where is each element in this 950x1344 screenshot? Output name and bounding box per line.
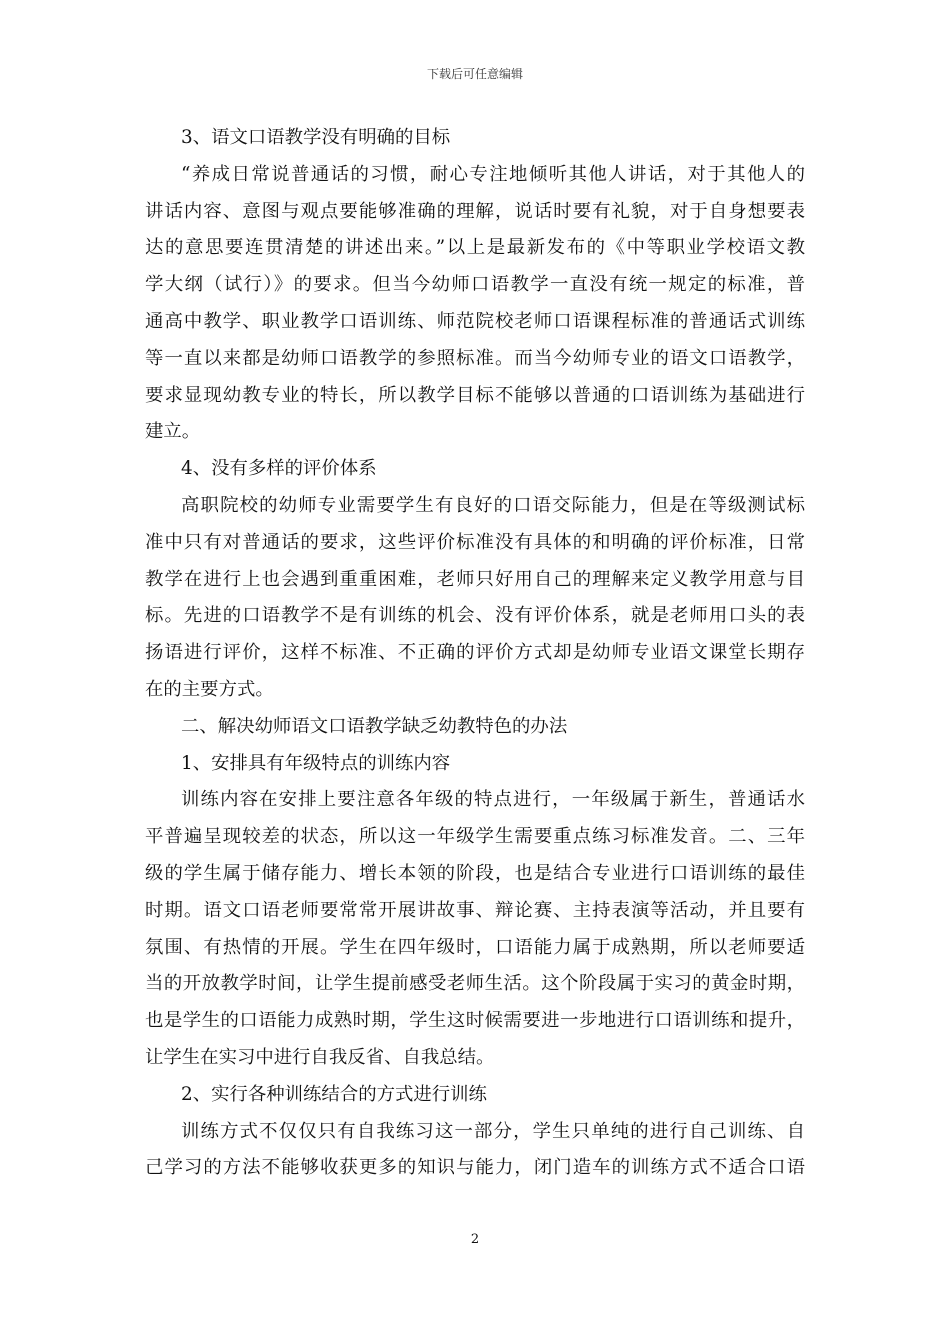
text-line: 4、没有多样的评价体系: [181, 458, 377, 480]
text-line: 也是学生的口语能力成熟时期，学生这时候需要进一步地进行口语训练和提升，: [145, 1010, 805, 1032]
text-line: “养成日常说普通话的习惯，耐心专注地倾听其他人讲话，对于其他人的: [181, 163, 805, 185]
text-line: 达的意思要连贯清楚的讲述出来。”以上是最新发布的《中等职业学校语文教: [145, 237, 805, 259]
text-line: 氛围、有热情的开展。学生在四年级时，口语能力属于成熟期，所以老师要适: [145, 936, 805, 958]
text-line: 要求显现幼教专业的特长，所以教学目标不能够以普通的口语训练为基础进行: [145, 384, 805, 406]
text-line: 在的主要方式。: [145, 678, 274, 700]
text-line: 准中只有对普通话的要求，这些评价标准没有具体的和明确的评价标准，日常: [145, 531, 805, 553]
text-line: 标。先进的口语教学不是有训练的机会、没有评价体系，就是老师用口头的表: [145, 605, 805, 627]
text-line: 教学在进行上也会遇到重重困难，老师只好用自己的理解来定义教学用意与目: [145, 568, 805, 590]
text-line: 等一直以来都是幼师口语教学的参照标准。而当今幼师专业的语文口语教学，: [145, 347, 805, 369]
text-line: 平普遍呈现较差的状态，所以这一年级学生需要重点练习标准发音。二、三年: [145, 826, 805, 848]
text-line: 当的开放教学时间，让学生提前感受老师生活。这个阶段属于实习的黄金时期，: [145, 973, 805, 995]
text-line: 二、解决幼师语文口语教学缺乏幼教特色的办法: [181, 715, 568, 737]
text-line: 训练内容在安排上要注意各年级的特点进行，一年级属于新生，普通话水: [181, 789, 805, 811]
text-line: 训练方式不仅仅只有自我练习这一部分，学生只单纯的进行自己训练、自: [181, 1120, 805, 1142]
text-line: 让学生在实习中进行自我反省、自我总结。: [145, 1046, 495, 1068]
text-line: 扬语进行评价，这样不标准、不正确的评价方式却是幼师专业语文课堂长期存: [145, 642, 805, 664]
page-header: 下载后可任意编辑: [426, 67, 523, 81]
text-line: 通高中教学、职业教学口语训练、师范院校老师口语课程标准的普通话式训练: [145, 310, 805, 332]
text-line: 讲话内容、意图与观点要能够准确的理解，说话时要有礼貌，对于自身想要表: [145, 200, 805, 222]
text-line: 己学习的方法不能够收获更多的知识与能力，闭门造车的训练方式不适合口语: [145, 1157, 805, 1179]
document-body: [145, 120, 805, 1187]
text-line: 级的学生属于储存能力、增长本领的阶段，也是结合专业进行口语训练的最佳: [145, 862, 805, 884]
text-line: 高职院校的幼师专业需要学生有良好的口语交际能力，但是在等级测试标: [181, 494, 805, 516]
text-line: 时期。语文口语老师要常常开展讲故事、辩论赛、主持表演等活动，并且要有: [145, 899, 805, 921]
text-line: 3、语文口语教学没有明确的目标: [181, 127, 451, 148]
text-line: 2、实行各种训练结合的方式进行训练: [181, 1083, 487, 1105]
text-line: 1、安排具有年级特点的训练内容: [181, 752, 451, 774]
text-line: 学大纲（试行）》的要求。但当今幼师口语教学一直没有统一规定的标准，普: [145, 274, 805, 296]
page-number: 2: [470, 1232, 480, 1247]
text-line: 建立。: [145, 421, 201, 443]
